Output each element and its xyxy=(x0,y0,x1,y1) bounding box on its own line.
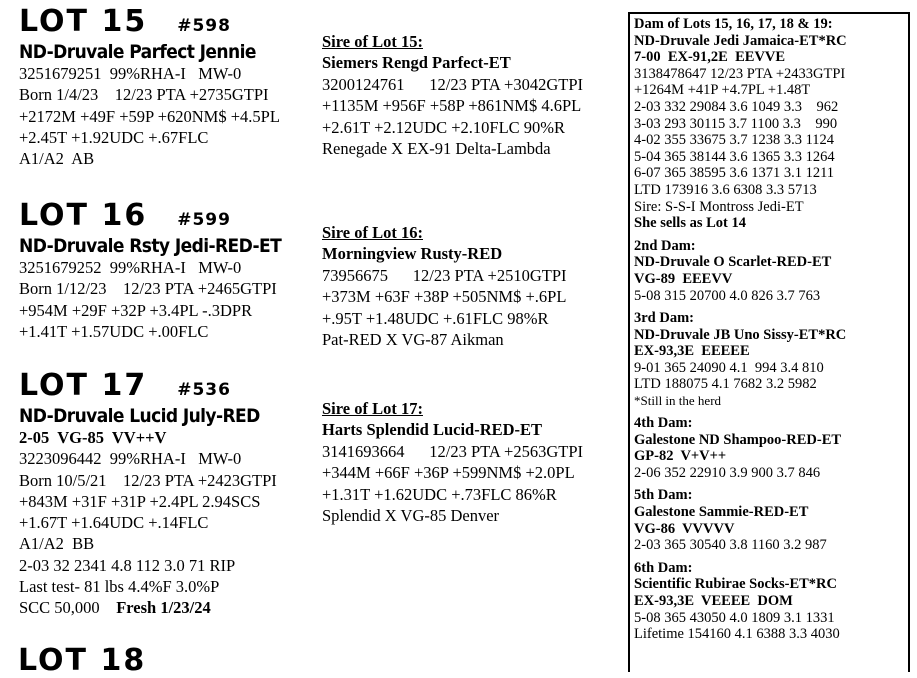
ancestor-heading: 4th Dam: xyxy=(634,415,693,432)
dam-heading: Dam of Lots 15, 16, 17, 18 & 19: xyxy=(634,16,833,32)
sire-name: Siemers Rengd Parfect-ET xyxy=(322,53,511,72)
dam-record-line: 2-03 332 29084 3.6 1049 3.3 962 xyxy=(634,98,839,115)
dam-record-line: 4-02 355 33675 3.7 1238 3.3 1124 xyxy=(634,132,835,149)
sire-info-line: Renegade X EX-91 Delta-Lambda xyxy=(322,138,551,158)
sire-info-line: +373M +63F +38P +505NM$ +.6PL xyxy=(322,287,567,307)
info-line: 3251679251 99%RHA-I MW-0 xyxy=(19,64,242,83)
ancestor-record-line: 9-01 365 24090 4.1 994 3.4 810 xyxy=(634,359,824,376)
sire-heading: Sire of Lot 17: xyxy=(322,399,423,418)
lot-tag-number: #599 xyxy=(177,210,231,230)
ancestor-classification: GP-82 V+V++ xyxy=(634,448,727,465)
dam-record-line: 3-03 293 30115 3.7 1100 3.3 990 xyxy=(634,115,838,132)
dam-record-line: 5-04 365 38144 3.6 1365 3.3 1264 xyxy=(634,148,835,165)
dam-classification: 7-00 EX-91,2E EEVVE xyxy=(634,49,786,66)
info-line: Last test- 81 lbs 4.4%F 3.0%P xyxy=(19,577,220,597)
info-line: Born 10/5/21 12/23 PTA +2423GTPI xyxy=(19,470,277,490)
info-line: +843M +31F +31P +2.4PL 2.94SCS xyxy=(19,491,261,511)
info-line: 3251679252 99%RHA-I MW-0 xyxy=(19,258,242,277)
ancestor-note: *Still in the herd xyxy=(634,393,722,409)
cow-name: ND-Druvale Lucid July-RED xyxy=(19,405,260,427)
info-line: +1.67T +1.64UDC +.14FLC xyxy=(19,513,209,533)
lot-title: LOT 15 xyxy=(19,4,148,39)
ancestor-record-line: 5-08 315 20700 4.0 826 3.7 763 xyxy=(634,287,821,304)
lot-tag-number: #598 xyxy=(177,16,231,36)
info-line: A1/A2 AB xyxy=(19,149,95,169)
sire-info-line: +.95T +1.48UDC +.61FLC 98%R xyxy=(322,308,549,328)
sire-info-line: 3200124761 12/23 PTA +3042GTPI xyxy=(322,75,583,94)
lot-title: LOT 17 xyxy=(19,368,148,403)
sire-lot-17-block xyxy=(322,398,583,526)
sire-info-line: +1.31T +1.62UDC +.73FLC 86%R xyxy=(322,484,557,504)
dam-lifetime-line: LTD 173916 3.6 6308 3.3 5713 xyxy=(634,181,817,198)
dam-info-line: 3138478647 12/23 PTA +2433GTPI xyxy=(634,65,846,82)
ancestor-record-line: 5-08 365 43050 4.0 1809 3.1 1331 xyxy=(634,609,835,626)
lot-16-block xyxy=(19,198,281,342)
fresh-date: Fresh 1/23/24 xyxy=(116,598,211,618)
ancestor-record-line: Lifetime 154160 4.1 6388 3.3 4030 xyxy=(634,626,840,643)
dam-record-line: 6-07 365 38595 3.6 1371 3.1 1211 xyxy=(634,165,835,182)
info-line: 3223096442 99%RHA-I MW-0 xyxy=(19,449,242,469)
dam-name: ND-Druvale Jedi Jamaica-ET*RC xyxy=(634,32,847,49)
sire-heading: Sire of Lot 16: xyxy=(322,223,423,242)
ancestor-name: Galestone Sammie-RED-ET xyxy=(634,504,809,521)
info-line: +1.41T +1.57UDC +.00FLC xyxy=(19,321,209,341)
sire-info-line: 73956675 12/23 PTA +2510GTPI xyxy=(322,266,567,285)
ancestor-name: Galestone ND Shampoo-RED-ET xyxy=(634,431,842,448)
info-line: +2.45T +1.92UDC +.67FLC xyxy=(19,127,209,147)
ancestor-heading: 5th Dam: xyxy=(634,487,693,504)
sire-lot-15-block xyxy=(322,31,583,159)
sire-heading: Sire of Lot 15: xyxy=(322,32,423,51)
info-line: +954M +29F +32P +3.4PL -.3DPR xyxy=(19,300,253,320)
ancestor-record-line: LTD 188075 4.1 7682 3.2 5982 xyxy=(634,376,817,393)
sire-name: Morningview Rusty-RED xyxy=(322,244,503,263)
info-line: A1/A2 BB xyxy=(19,534,95,554)
lot-tag-number: #536 xyxy=(177,380,231,400)
lot-header xyxy=(19,368,277,403)
cow-name: ND-Druvale Parfect Jennie xyxy=(19,41,256,63)
scc-value: SCC 50,000 xyxy=(19,598,100,618)
ancestor-record-line: 2-06 352 22910 3.9 900 3.7 846 xyxy=(634,464,821,481)
info-line: +2172M +49F +59P +620NM$ +4.5PL xyxy=(19,106,280,126)
lot-title: LOT 16 xyxy=(19,198,148,233)
lot-header xyxy=(19,4,280,39)
sire-info-line: Splendid X VG-85 Denver xyxy=(322,505,500,525)
sire-info-line: +2.61T +2.12UDC +2.10FLC 90%R xyxy=(322,117,566,137)
dam-sells-note: She sells as Lot 14 xyxy=(634,215,746,232)
sire-info-line: Pat-RED X VG-87 Aikman xyxy=(322,329,504,349)
ancestor-heading: 2nd Dam: xyxy=(634,237,696,254)
ancestor-classification: VG-89 EEEVV xyxy=(634,270,733,287)
classification: 2-05 VG-85 VV++V xyxy=(19,428,167,447)
ancestor-classification: VG-86 VVVVV xyxy=(634,520,735,537)
lot-18-title-partial: LOT 18 xyxy=(18,643,147,678)
lot-header xyxy=(19,198,281,233)
ancestor-name: ND-Druvale O Scarlet-RED-ET xyxy=(634,254,832,271)
ancestor-classification: EX-93,3E EEEEE xyxy=(634,343,750,360)
ancestor-name: ND-Druvale JB Uno Sissy-ET*RC xyxy=(634,326,847,343)
lot-15-block xyxy=(19,4,280,169)
ancestor-heading: 6th Dam: xyxy=(634,559,693,576)
ancestor-name: Scientific Rubirae Socks-ET*RC xyxy=(634,576,837,593)
info-line: 2-03 32 2341 4.8 112 3.0 71 RIP xyxy=(19,555,236,575)
dam-pedigree-box xyxy=(628,12,910,672)
ancestor-classification: EX-93,3E VEEEE DOM xyxy=(634,593,793,609)
sire-info-line: 3141693664 12/23 PTA +2563GTPI xyxy=(322,442,583,461)
info-line: Born 1/4/23 12/23 PTA +2735GTPI xyxy=(19,85,269,105)
ancestor-heading: 3rd Dam: xyxy=(634,310,695,327)
sire-info-line: +1135M +956F +58P +861NM$ 4.6PL xyxy=(322,96,582,116)
sire-lot-16-block xyxy=(322,222,567,350)
sire-info-line: +344M +66F +36P +599NM$ +2.0PL xyxy=(322,463,575,483)
scc-fresh-line xyxy=(19,597,277,618)
dam-sire-line: Sire: S-S-I Montross Jedi-ET xyxy=(634,198,804,215)
dam-info-line: +1264M +41P +4.7PL +1.48T xyxy=(634,82,811,99)
lot-17-block xyxy=(19,368,277,619)
cow-name: ND-Druvale Rsty Jedi-RED-ET xyxy=(19,235,282,257)
ancestor-record-line: 2-03 365 30540 3.8 1160 3.2 987 xyxy=(634,537,827,554)
info-line: Born 1/12/23 12/23 PTA +2465GTPI xyxy=(19,279,277,299)
sire-name: Harts Splendid Lucid-RED-ET xyxy=(322,420,543,439)
